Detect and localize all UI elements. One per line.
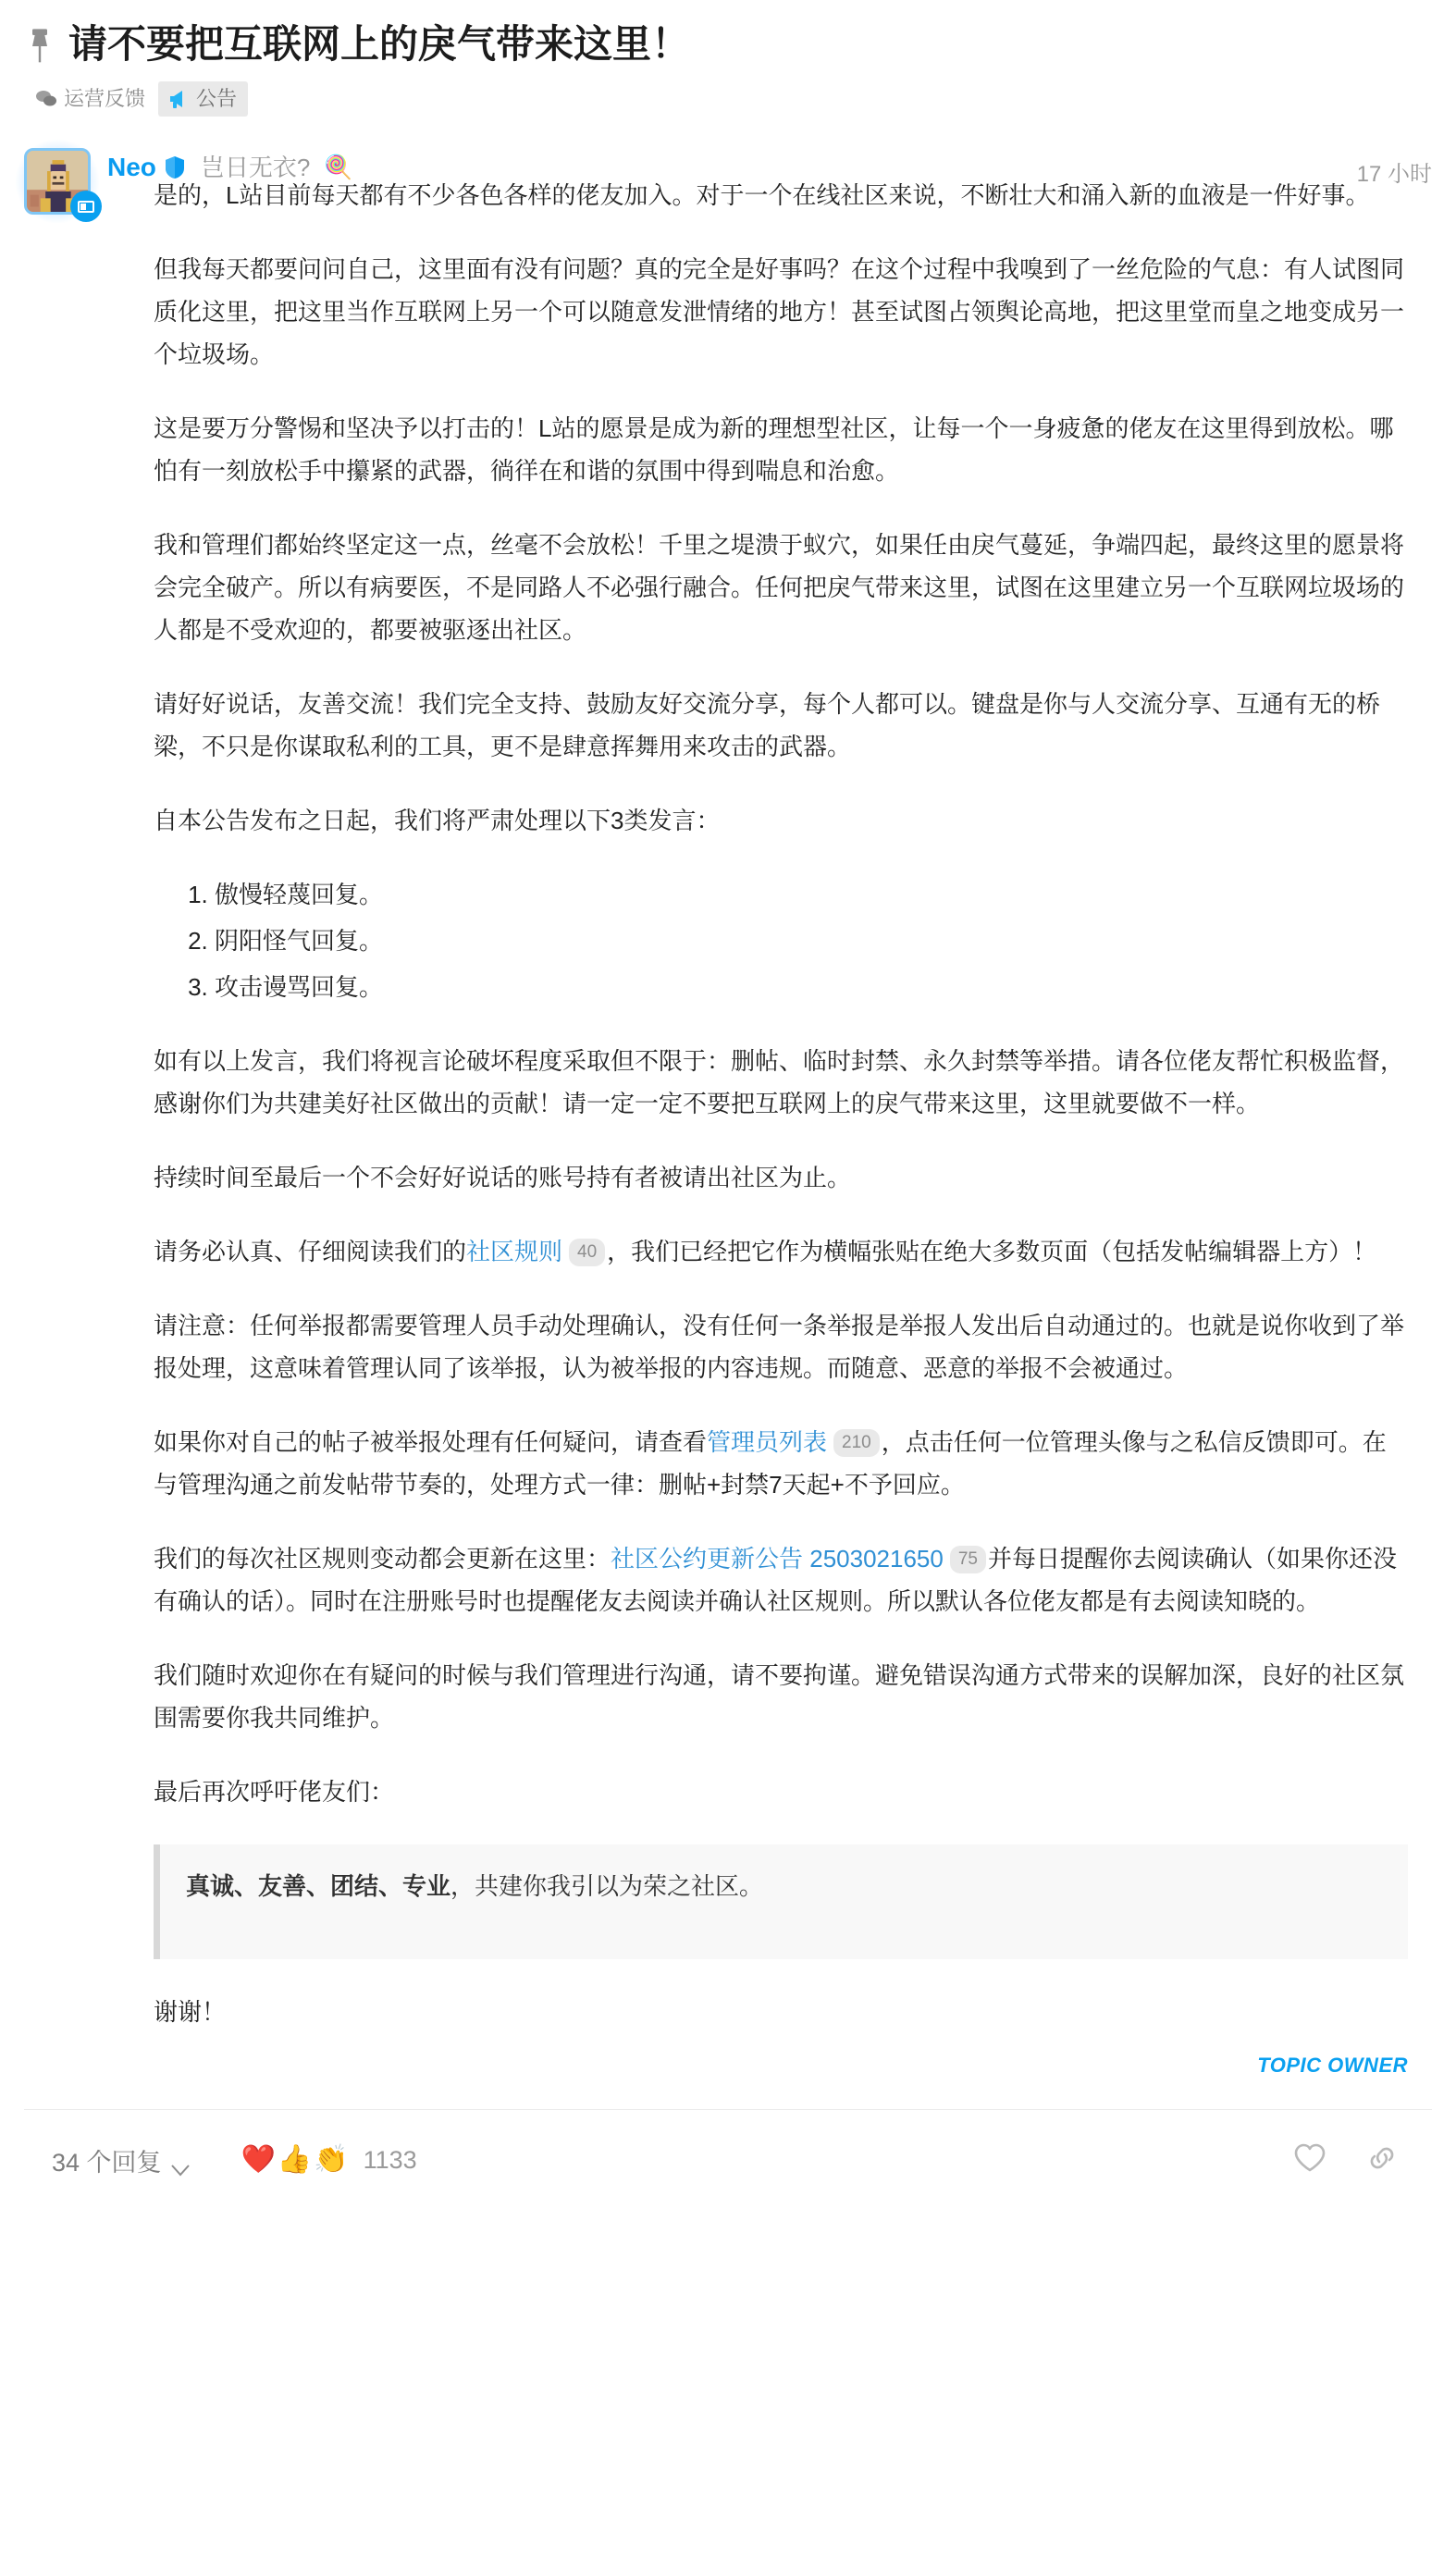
title-row [24, 20, 1432, 68]
reaction-thumbsup-emoji: 👍 [277, 2144, 313, 2175]
paragraph: 请好好说话，友善交流！我们完全支持、鼓励友好交流分享，每个人都可以。键盘是你与人交流分享、互通有无的桥梁，不只是你谋取私利的工具，更不是肆意挥舞用来攻击的武器。 [154, 690, 1381, 760]
text-after-link: ，我们已经把它作为横幅张贴在绝大多数页面（包括发帖编辑器上方）！ [607, 1238, 1377, 1265]
page-title: 请不要把互联网上的戾气带来这里！ [68, 22, 691, 66]
paragraph: 这是要万分警惕和坚决予以打击的！L站的愿景是成为新的理想型社区，让每一个一身疲惫的佬友在这里得到放松。哪怕有一刻放松手中攥紧的武器，徜徉在和谐的氛围中得到喘息和治愈。 [154, 414, 1394, 485]
topic-header [0, 0, 1456, 117]
link-chain-icon [1366, 2144, 1398, 2177]
violation-list [154, 873, 1408, 1008]
list-item: 1. 傲慢轻蔑回复。 [215, 873, 1408, 916]
avatar-wrap[interactable] [24, 148, 91, 215]
flair-emoji: 🍭 [324, 154, 353, 180]
community-charter-update-link[interactable]: 社区公约更新公告 2503021650 [611, 1545, 944, 1573]
paragraph: 我和管理们都始终坚定这一点，丝毫不会放松！千里之堤溃于蚁穴，如果任由戾气蔓延，争端四起，最终这里的愿景将会完全破产。所以有病要医，不是同路人不必强行融合。任何把戾气带来这里，试图在这里建立另一个互联网垃圾场的人都是不受欢迎的，都要被驱逐出社区。 [154, 531, 1405, 644]
shield-icon [165, 155, 185, 179]
paragraph: 但我每天都要问问自己，这里面有没有问题？真的完全是好事吗？在这个过程中我嗅到了一丝危险的气息：有人试图同质化这里，把这里当作互联网上另一个可以随意发泄情绪的地方！甚至试图占领舆论高地，把这里堂而皇之地变成另一个垃圾场。 [154, 255, 1405, 368]
paragraph-with-admin-link [154, 1421, 1408, 1506]
replies-toggle-button[interactable] [48, 2137, 193, 2184]
paragraph: 最后再次呼吁佬友们： [154, 1778, 395, 1806]
post-meta [24, 148, 1432, 215]
text-before-link: 请务必认真、仔细阅读我们的 [154, 1238, 467, 1265]
category-label: 运营反馈 [64, 87, 146, 110]
paragraph: 我们随时欢迎你在有疑问的时候与我们管理进行沟通，请不要拘谨。避免错误沟通方式带来的误解加深，良好的社区氛围需要你我共同维护。 [154, 1661, 1405, 1732]
tag-announcement[interactable] [158, 81, 248, 117]
reaction-heart-emoji: ❤️ [241, 2144, 276, 2175]
paragraph: 谢谢！ [154, 1998, 227, 2026]
pin-icon [24, 26, 56, 67]
card-badge-icon [70, 191, 102, 222]
paragraph-with-changelog-link [154, 1537, 1408, 1622]
username[interactable]: Neo [107, 153, 156, 181]
paragraph: 自本公告发布之日起，我们将严肃处理以下3类发言： [154, 807, 721, 834]
list-item: 2. 阴阳怪气回复。 [215, 919, 1408, 962]
text-before-link: 如果你对自己的帖子被举报处理有任何疑问，请查看 [154, 1428, 708, 1456]
reactions-summary[interactable] [241, 2144, 417, 2176]
text-before-link: 我们的每次社区规则变动都会更新在这里： [154, 1545, 611, 1573]
link-post-count-badge: 75 [950, 1546, 986, 1573]
post-body [24, 174, 1432, 2033]
text-after-link: 并每日提醒你去阅读确认（如果你还没有确认的话）。同时在注册账号时也提醒佬友去阅读并确认社区规则。所以默认各位佬友都是有去阅读知晓的。 [154, 1545, 1397, 1615]
category-bubbles-icon [35, 89, 57, 109]
slogan-blockquote [154, 1844, 1408, 1959]
post-footer [24, 2109, 1432, 2214]
list-item: 3. 攻击谩骂回复。 [215, 966, 1408, 1008]
megaphone-icon [167, 88, 190, 110]
paragraph-with-rules-link [154, 1230, 1408, 1273]
like-button[interactable] [1284, 2134, 1336, 2186]
category-link[interactable] [31, 82, 149, 116]
paragraph: 持续时间至最后一个不会好好说话的账号持有者被请出社区为止。 [154, 1164, 852, 1191]
reaction-count: 1133 [363, 2145, 417, 2174]
link-post-count-badge: 210 [833, 1429, 880, 1457]
tag-label: 公告 [196, 87, 238, 110]
slogan-text [186, 1865, 1384, 1907]
paragraph: 如有以上发言，我们将视言论破坏程度采取但不限于：删帖、临时封禁、永久封禁等举措。请各位佬友帮忙积极监督，感谢你们为共建美好社区做出的贡献！请一定一定不要把互联网上的戾气带来这里，这里就要做不一样。 [154, 1047, 1405, 1117]
name-block [107, 148, 1432, 183]
link-post-count-badge: 40 [569, 1239, 605, 1266]
admin-list-link[interactable]: 管理员列表 [707, 1428, 828, 1456]
share-link-button[interactable] [1356, 2134, 1408, 2186]
paragraph: 请注意：任何举报都需要管理人员手动处理确认，没有任何一条举报是举报人发出后自动通过的。也就是说你收到了举报处理，这意味着管理认同了该举报，认为被举报的内容违规。而随意、恶意的举报不会被通过。 [154, 1312, 1405, 1382]
chevron-down-icon [171, 2154, 190, 2166]
status-badge: TOPIC OWNER [1257, 2054, 1408, 2077]
name-line [107, 152, 1432, 183]
post-date: 17 小时 [1356, 162, 1432, 187]
paragraph: 是的，L站目前每天都有不少各色各样的佬友加入。对于一个在线社区来说，不断壮大和涌入新的血液是一件好事。 [154, 181, 1370, 209]
replies-label: 34 个回复 [52, 2148, 162, 2177]
slogan-rest: ，共建你我引以为荣之社区。 [450, 1872, 764, 1900]
tag-row [24, 81, 1432, 117]
reaction-clap-emoji: 👏 [314, 2144, 349, 2175]
slogan-bold: 真诚、友善、团结、专业 [186, 1872, 451, 1900]
text-after-link: ，点击任何一位管理头像与之私信反馈即可。在与管理沟通之前发帖带节奏的，处理方式一律：删帖+封禁7天起+不予回应。 [154, 1428, 1387, 1499]
post [0, 117, 1456, 2214]
topic-owner-row [24, 2054, 1432, 2078]
heart-outline-icon [1294, 2143, 1326, 2177]
community-rules-link[interactable]: 社区规则 [466, 1238, 563, 1265]
user-title: 岂日无衣? [200, 154, 311, 181]
